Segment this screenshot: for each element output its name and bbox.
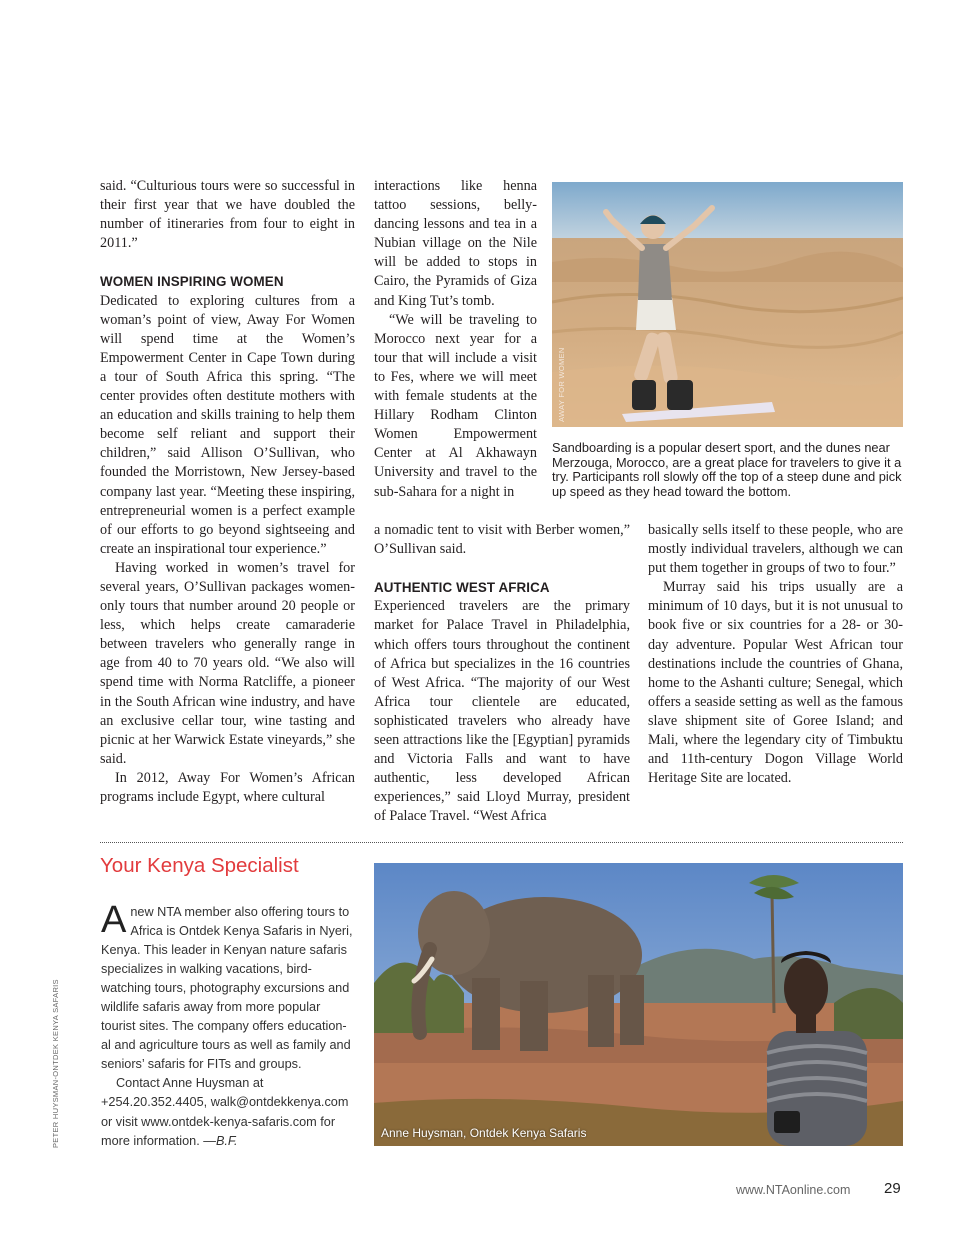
article-column-1 [100,177,355,807]
col1-paragraph-2: Dedicated to exploring cultures from a woman’s point of view, Away For Women will spend time at the Women’s Empowerment Center in Cape Town during a tour of South Africa this spring. “The center provides often destitute mothers with an education and skills training to help them become self reliant and support their children,” said Allison O’Sullivan, who founded the Morristown, New Jersey-based company last year. “Meeting these inspiring, entrepreneurial women is a perfect example of our efforts to go beyond sightseeing and create an inspirational tour experience.” [100,292,355,557]
section-heading-west-africa: AUTHENTIC WEST AFRICA [374,580,550,596]
col1-paragraph-1: said. “Culturious tours were so successful in their first year that we have doubled the number of itineraries from four to eight in 2011.” [100,178,355,252]
footer-url[interactable]: www.NTAonline.com [736,1183,851,1197]
article-column-2 [374,177,537,502]
col3-paragraph-2: Murray said his trips usually are a minimum of 10 days, but it is not unusual to book five or six countries for a 28- or 30-day adventure. Popular West African tour destinations include the countries of Ghana, home to the Ashanti culture; Senegal, which offers a seaside setting as well as the famous slave shipment site of Goree Island; and Mali, where the legendary city of Timbuktu and 11th-century Dogon Village World Heritage Site are located. [648,579,903,787]
col3-paragraph-1: basically sells itself to these people, who are mostly individual travelers, although we can put them together in groups of two to four.” [648,522,903,577]
sidebar-text [101,899,356,1151]
col1-paragraph-4: In 2012, Away For Women’s African programs include Egypt, where cultural [100,769,355,805]
col2-paragraph-3: Experienced travelers are the primary market for Palace Travel in Philadelphia, which offers tours throughout the continent of Africa but specializes in the 16 countries of West Africa. “The majority of our West Africa tour clientele are educated, sophisticated travelers who already have seen attractions like the [Egyptian] pyramids and Victoria Falls and want to have authentic, less developed African experiences,” said Lloyd Murray, president of Palace Travel. “West Africa [374,598,630,825]
col2-paragraph-2-end: a nomadic tent to visit with Berber women,” O’Sullivan said. [374,522,630,558]
section-divider [100,842,903,843]
sidebar-paragraph-1: Anew NTA member also offering tours to Africa is Ontdek Kenya Safaris in Nyeri, Kenya. This leader in Kenyan nature safaris specializes in walking vacations, bird-watching tours, photography excursions and wildlife safaris away from more popular tourist sites. The company offers education-al and agriculture tours as well as family and seniors’ safaris for FITs and groups. [101,899,353,1072]
sidebar-paragraph-2: Contact Anne Huysman at +254.20.352.4405, walk@ontdekkenya.com or visit www.ontdek-kenya-safaris.com for more information. —B.F. [101,1076,349,1148]
section-heading-women: WOMEN INSPIRING WOMEN [100,274,284,290]
sidebar-title: Your Kenya Specialist [100,854,299,877]
col1-paragraph-3: Having worked in women’s travel for several years, O’Sullivan packages women-only tours that number around 20 people or less, which helps create camaraderie between travelers who generally range in age from 40 to 70 years old. “We also will spend time with Norma Ratcliffe, a pioneer in the South African wine industry, and have an exclusive cellar tour, wine tasting and picnic at her Warwick Estate vineyards,” she said. [100,559,355,767]
sandboarding-photo-credit: AWAY FOR WOMEN [557,347,566,422]
article-column-2-lower [374,521,630,827]
sandboarding-caption: Sandboarding is a popular desert sport, and the dunes near Merzouga, Morocco, are a great place for travelers to give it a try. Participants roll slowly off the top of a steep dune and pick up speed as they head toward the bottom. [552,440,902,499]
article-column-3 [648,521,903,788]
col2-paragraph-2: “We will be traveling to Morocco next year for a tour that will include a visit to Fes, where we will meet with female students at the Hillary Rodham Clinton Women Empowerment Center at Al Akhawayn University and travel to the sub-Sahara for a night in [374,311,537,500]
page-number: 29 [884,1180,901,1197]
col2-paragraph-1: interactions like henna tattoo sessions, belly-dancing lessons and tea in a Nubian village on the Nile will be added to stops in Cairo, the Pyramids of Giza and King Tut’s tomb. [374,178,537,309]
elephant-photo [374,863,903,1146]
sandboarding-illustration [552,182,903,427]
kenya-photo-credit: PETER HUYSMAN-ONTDEK KENYA SAFARIS [51,979,60,1148]
elephant-photo-caption: Anne Huysman, Ontdek Kenya Safaris [381,1126,587,1140]
author-initials: —B.F. [203,1133,238,1148]
drop-cap: A [101,899,127,941]
sandboarding-photo [552,182,903,427]
elephant-illustration [374,863,903,1146]
